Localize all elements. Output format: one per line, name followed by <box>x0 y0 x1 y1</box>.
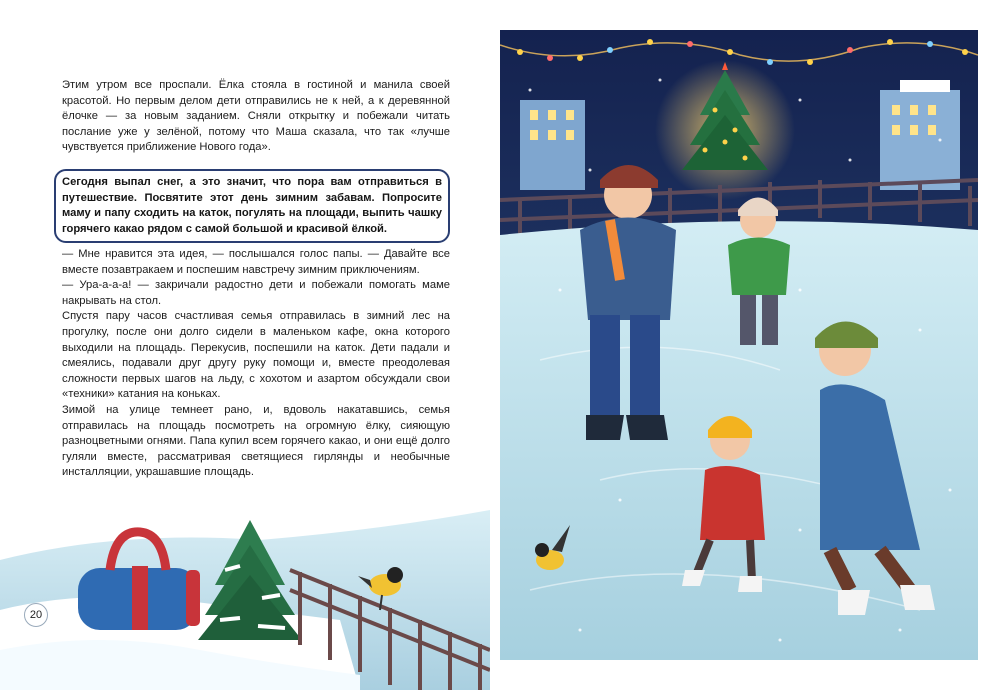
left-page <box>0 0 490 690</box>
paragraph-2: — Мне нравится эта идея, — послышался голос папы. — Давайте все вместе позавтракаем и поспешим навстречу зимним приключениям. <box>62 248 450 276</box>
paragraph-1: Этим утром все проспали. Ёлка стояла в гостиной и манила своей красотой. Но первым делом дети отправились не к ней, а к деревянной ёлочке — за новым заданием. Сняли открытку и побежали читать послание уже у зелёной, потому что Маша сказала, что так «лучше чувствуется приближение Нового года». <box>62 79 450 154</box>
task-note-box: Сегодня выпал снег, а это значит, что пора вам отправиться в путешествие. Посвятите этот день зимним забавам. Попросите маму и папу сходить на каток, погулять на площади, выпить чашку горячего какао рядом с самой большой и красивой ёлкой. <box>54 169 450 243</box>
text-column-top <box>62 78 450 156</box>
text-column-bottom <box>62 247 450 481</box>
page-number: 20 <box>24 603 48 627</box>
paragraph-5: Зимой на улице темнеет рано, и, вдоволь накатавшись, семья отправилась на площадь посмотреть на огромную ёлку, сияющую разноцветными огнями. Папа купил всем горячего какао, и они ещё долго гуляли вместе, рассматривая светящиеся гирлянды и необычные инсталляции, украшавшие площадь. <box>62 403 450 479</box>
skating-rink-illustration <box>500 30 978 660</box>
paragraph-3: — Ура-а-а-а! — закричали радостно дети и побежали помогать маме накрывать на стол. <box>62 279 450 307</box>
winter-scene-illustration <box>0 500 490 690</box>
paragraph-4: Спустя пару часов счастливая семья отправилась в зимний лес на прогулку, после они долго сидели в маленьком кафе, окна которого выходили на площадь. Перекусив, поспешили на каток. Дети падали и смеялись, подавали друг другу руку помощи и, вместе преодолевая сложности первых шагов на льду, с хохотом и азартом обсуждали свои «техники» катания на коньках. <box>62 310 450 401</box>
